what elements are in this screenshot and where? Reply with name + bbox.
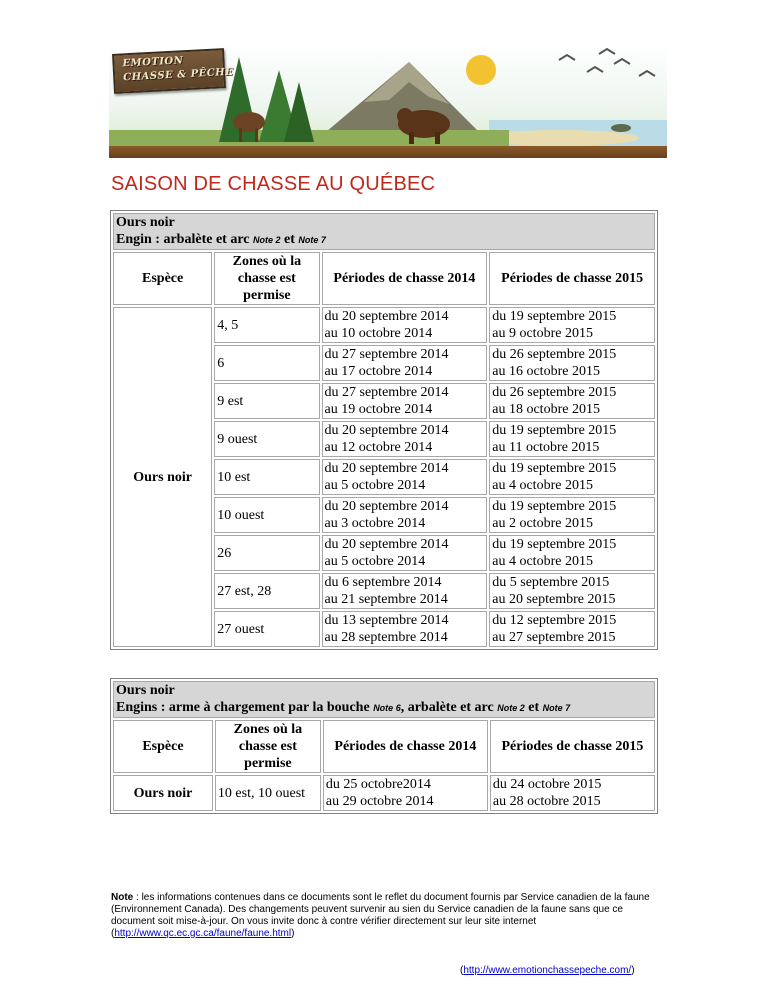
period-end: au 9 octobre 2015 — [492, 326, 593, 341]
zone-cell: 4, 5 — [214, 307, 319, 343]
zone-cell: 9 est — [214, 383, 319, 419]
header-banner — [109, 42, 667, 158]
period-start: du 26 septembre 2015 — [492, 385, 617, 400]
period-start: du 27 septembre 2014 — [324, 347, 449, 362]
period-start: du 19 septembre 2015 — [492, 537, 617, 552]
period-end: au 10 octobre 2014 — [324, 326, 433, 341]
period-2014-cell — [322, 535, 488, 571]
link-environment-canada[interactable]: http://www.qc.ec.gc.ca/faune/faune.html — [114, 928, 292, 939]
period-end: au 19 octobre 2014 — [324, 402, 433, 417]
period-2014-cell — [322, 459, 488, 495]
banner-bottom-bar — [109, 146, 667, 158]
note-reference[interactable]: Note 7 — [542, 703, 571, 713]
period-end: au 12 octobre 2014 — [324, 440, 433, 455]
period-2015-cell — [489, 611, 655, 647]
table-caption — [113, 213, 655, 250]
footnote — [111, 892, 663, 940]
hunting-season-table-muzzleloader — [110, 678, 658, 814]
footnote-label: Note — [111, 892, 134, 903]
period-start: du 19 septembre 2015 — [492, 423, 617, 438]
period-end: au 29 octobre 2014 — [325, 794, 434, 809]
period-2015-cell — [489, 573, 655, 609]
period-2014-cell — [323, 775, 488, 811]
period-end: au 5 octobre 2014 — [324, 478, 426, 493]
period-2014-cell — [322, 573, 488, 609]
period-start: du 19 septembre 2015 — [492, 461, 617, 476]
zone-cell: 27 ouest — [214, 611, 319, 647]
period-start: du 20 septembre 2014 — [324, 461, 449, 476]
table-row — [113, 307, 655, 343]
period-end: au 16 octobre 2015 — [492, 364, 600, 379]
period-end: au 28 octobre 2015 — [492, 794, 601, 809]
period-end: au 28 septembre 2014 — [324, 630, 448, 645]
period-end: au 4 octobre 2015 — [492, 554, 593, 569]
site-link-container — [460, 965, 635, 976]
period-start: du 19 septembre 2015 — [492, 499, 617, 514]
period-2014-cell — [322, 307, 488, 343]
period-start: du 13 septembre 2014 — [324, 613, 449, 628]
period-start: du 6 septembre 2014 — [324, 575, 442, 590]
logo-text-line1: EMOTION — [122, 55, 184, 70]
table-caption — [113, 681, 655, 718]
footnote-text-end: ) — [291, 928, 295, 939]
period-2015-cell — [489, 307, 655, 343]
period-start: du 20 septembre 2014 — [324, 423, 449, 438]
period-end: au 18 octobre 2015 — [492, 402, 600, 417]
logo-text-line2: CHASSE & PÊCHE — [123, 66, 234, 84]
period-end: au 2 octobre 2015 — [492, 516, 593, 531]
table-row — [113, 775, 655, 811]
note-reference[interactable]: Note 7 — [298, 235, 326, 245]
period-start: du 19 septembre 2015 — [492, 309, 617, 324]
site-link-close-paren: ) — [631, 965, 635, 976]
period-start: du 20 septembre 2014 — [324, 537, 449, 552]
period-end: au 20 septembre 2015 — [492, 592, 616, 607]
column-header-row — [113, 252, 655, 305]
caption-equipment-cont: , arbalète et arc — [400, 700, 498, 715]
period-2015-cell — [489, 383, 655, 419]
period-2014-cell — [322, 497, 488, 533]
column-header-2015: Périodes de chasse 2015 — [489, 252, 655, 305]
column-header-zones: Zones où la chasse est permise — [215, 720, 321, 773]
caption-species: Ours noir — [116, 215, 175, 230]
caption-joiner: et — [524, 700, 543, 715]
period-end: au 21 septembre 2014 — [324, 592, 448, 607]
period-2015-cell — [489, 459, 655, 495]
period-2015-cell — [489, 345, 655, 381]
zone-cell: 10 ouest — [214, 497, 319, 533]
zone-cell: 26 — [214, 535, 319, 571]
page-title: SAISON DE CHASSE AU QUÉBEC — [111, 173, 436, 195]
period-start: du 26 septembre 2015 — [492, 347, 617, 362]
column-header-row — [113, 720, 655, 773]
period-2014-cell — [322, 383, 488, 419]
link-emotion-chasse-peche[interactable]: http://www.emotionchassepeche.com/ — [463, 965, 632, 976]
column-header-2014: Périodes de chasse 2014 — [322, 252, 488, 305]
period-start: du 5 septembre 2015 — [492, 575, 610, 590]
period-2014-cell — [322, 345, 488, 381]
column-header-species: Espèce — [113, 252, 212, 305]
site-link-open-paren: ( — [460, 965, 464, 976]
period-2014-cell — [322, 611, 488, 647]
zone-cell: 6 — [214, 345, 319, 381]
period-end: au 27 septembre 2015 — [492, 630, 616, 645]
column-header-2014: Périodes de chasse 2014 — [323, 720, 488, 773]
column-header-2015: Périodes de chasse 2015 — [490, 720, 655, 773]
period-start: du 25 octobre2014 — [325, 777, 431, 792]
caption-equipment: Engin : arbalète et arc — [116, 232, 253, 247]
zone-cell: 10 est, 10 ouest — [215, 775, 321, 811]
zone-cell: 10 est — [214, 459, 319, 495]
period-start: du 20 septembre 2014 — [324, 309, 449, 324]
caption-joiner: et — [280, 232, 299, 247]
note-reference[interactable]: Note 2 — [497, 703, 525, 713]
footnote-text: : les informations contenues dans ce documents sont le reflet du document fournis par Service canadien de la faune (Environnement Canada). Des changements peuvent survenir au sien du Service canadien de la faune sans que ce document soit mise-à-jour. On vous invite donc à contre vérifier directement sur leur site internet ( — [111, 892, 650, 939]
note-reference[interactable]: Note 2 — [253, 235, 281, 245]
caption-species: Ours noir — [116, 683, 175, 698]
period-start: du 20 septembre 2014 — [324, 499, 449, 514]
period-end: au 17 octobre 2014 — [324, 364, 433, 379]
period-2015-cell — [490, 775, 655, 811]
period-start: du 12 septembre 2015 — [492, 613, 617, 628]
species-cell: Ours noir — [113, 307, 212, 647]
zone-cell: 9 ouest — [214, 421, 319, 457]
period-end: au 3 octobre 2014 — [324, 516, 426, 531]
period-2015-cell — [489, 421, 655, 457]
note-reference[interactable]: Note 6 — [373, 703, 401, 713]
period-2014-cell — [322, 421, 488, 457]
period-start: du 24 octobre 2015 — [492, 777, 602, 792]
species-cell: Ours noir — [113, 775, 213, 811]
period-start: du 27 septembre 2014 — [324, 385, 449, 400]
hunting-season-table-bow — [110, 210, 658, 650]
period-2015-cell — [489, 497, 655, 533]
site-logo[interactable] — [112, 48, 234, 94]
period-end: au 4 octobre 2015 — [492, 478, 593, 493]
column-header-species: Espèce — [113, 720, 213, 773]
column-header-zones: Zones où la chasse est permise — [214, 252, 319, 305]
caption-equipment: Engins : arme à chargement par la bouche — [116, 700, 374, 715]
period-end: au 11 octobre 2015 — [492, 440, 600, 455]
zone-cell: 27 est, 28 — [214, 573, 319, 609]
period-end: au 5 octobre 2014 — [324, 554, 426, 569]
period-2015-cell — [489, 535, 655, 571]
